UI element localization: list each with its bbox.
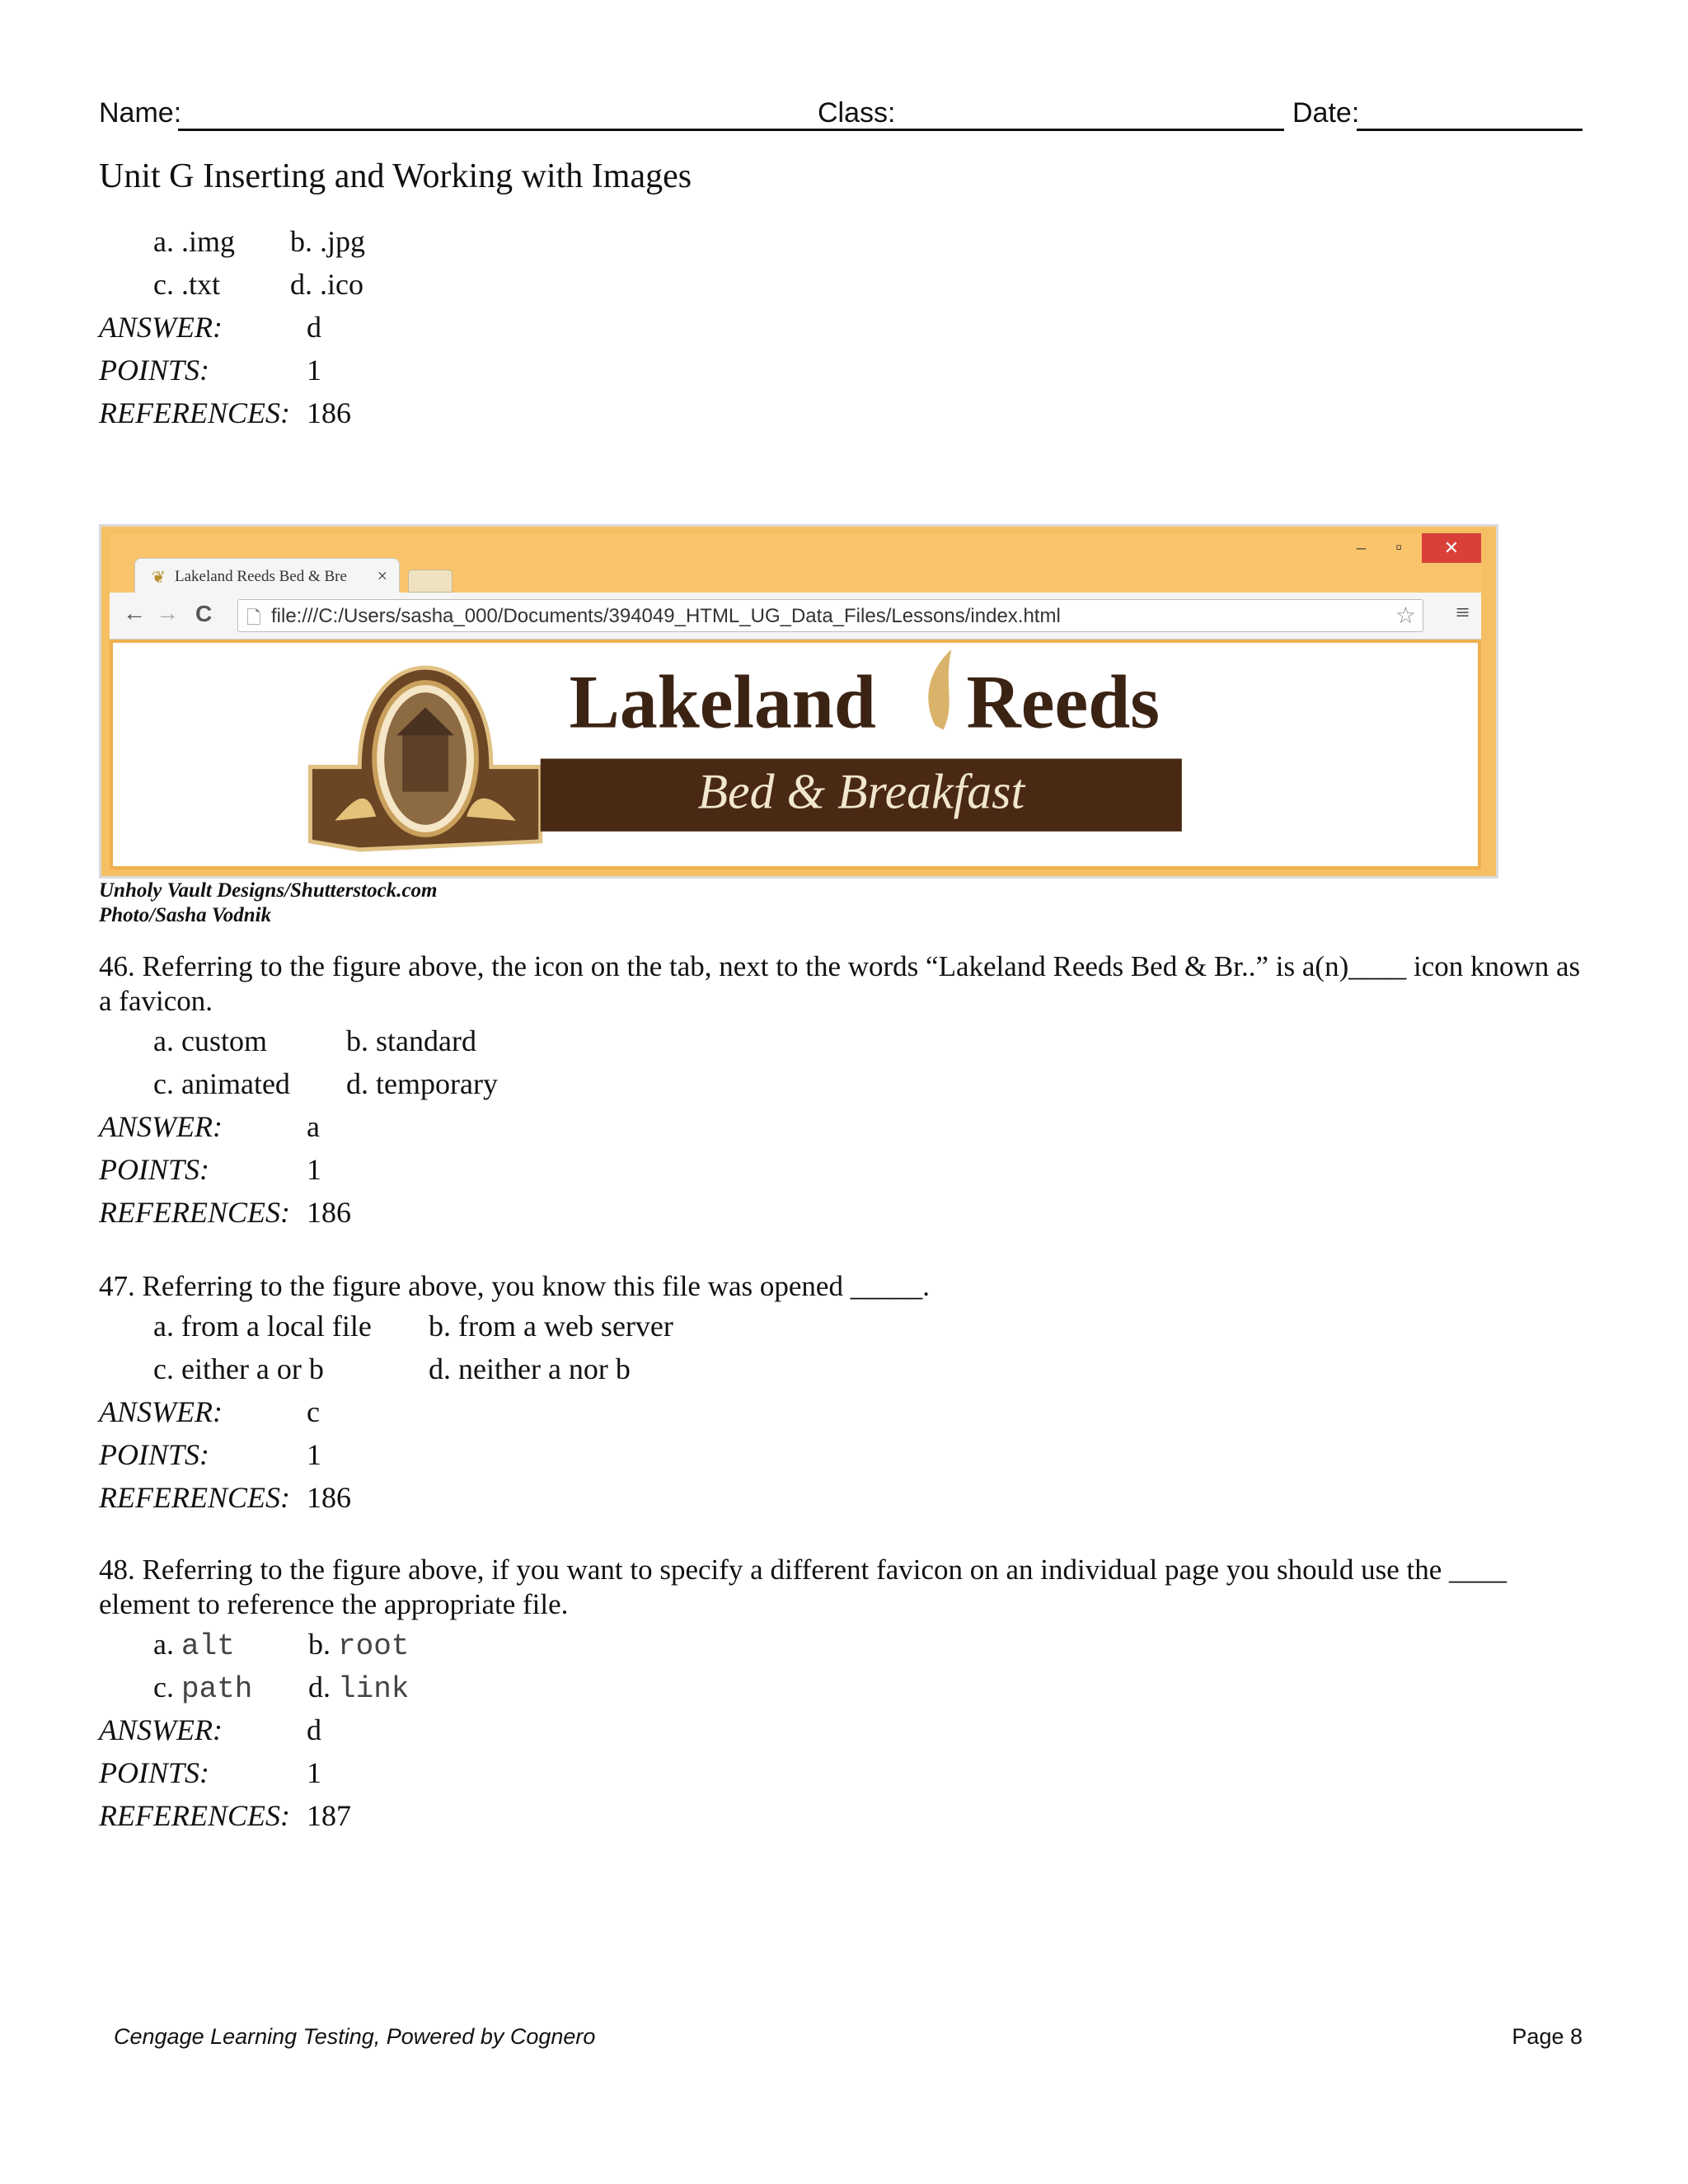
q46-references-label: REFERENCES: xyxy=(99,1196,290,1229)
page-number: Page 8 xyxy=(1512,2024,1582,2049)
lakeland-reeds-logo xyxy=(113,643,1478,866)
q46-answer-label: ANSWER: xyxy=(99,1110,223,1143)
window-close-icon: ✕ xyxy=(1422,533,1481,563)
date-blank xyxy=(1357,129,1582,131)
q47-points: 1 xyxy=(307,1438,321,1471)
q46-points-label: POINTS: xyxy=(99,1153,209,1186)
q45-references-label: REFERENCES: xyxy=(99,396,290,429)
q46-option-d: d. temporary xyxy=(346,1067,498,1100)
back-icon: ← xyxy=(123,601,146,626)
q48-references: 187 xyxy=(307,1799,351,1832)
q46-answer: a xyxy=(307,1110,320,1143)
unit-title: Unit G Inserting and Working with Images xyxy=(99,157,692,195)
q47-option-c: c. either a or b xyxy=(153,1352,324,1385)
q47-text: 47. Referring to the figure above, you know this file was opened _____. xyxy=(99,1270,930,1302)
address-bar xyxy=(237,599,1423,632)
date-label: Date: xyxy=(1292,97,1360,129)
q47-option-d: d. neither a nor b xyxy=(429,1352,631,1385)
logo-name-reeds: Reeds xyxy=(966,659,1160,744)
class-label: Class: xyxy=(818,97,896,129)
q45-answer: d xyxy=(307,311,321,344)
q45-option-c: c. .txt xyxy=(153,268,220,301)
q46-option-b: b. standard xyxy=(346,1024,476,1057)
browser-window xyxy=(110,533,1481,869)
page-content xyxy=(110,640,1481,869)
name-label: Name: xyxy=(99,97,182,129)
q47-answer: c xyxy=(307,1395,320,1428)
menu-icon: ≡ xyxy=(1456,599,1470,626)
q45-option-a: a. .img xyxy=(153,225,235,258)
q46-text: 46. Referring to the figure above, the icon on the tab, next to the words “Lakeland Reeds Bed & Br..” is a(n)____ icon known as a favicon. xyxy=(99,950,1581,1017)
q45-answer-label: ANSWER: xyxy=(99,311,223,344)
q48-option-b: b. root xyxy=(308,1628,410,1663)
maximize-icon: ▫ xyxy=(1395,537,1402,557)
student-info-header xyxy=(99,97,1582,135)
browser-tab xyxy=(134,558,400,593)
q48-points-label: POINTS: xyxy=(99,1756,209,1789)
q48-references-label: REFERENCES: xyxy=(99,1799,290,1832)
q47-references-label: REFERENCES: xyxy=(99,1481,290,1514)
bookmark-star-icon: ☆ xyxy=(1395,602,1416,628)
q48-option-a: a. alt xyxy=(153,1628,235,1663)
q46-points: 1 xyxy=(307,1153,321,1186)
q45-option-b: b. .jpg xyxy=(290,225,366,258)
forward-icon: → xyxy=(156,601,179,626)
q45-option-d: d. .ico xyxy=(290,268,363,301)
q45-points-label: POINTS: xyxy=(99,354,209,387)
q45-points: 1 xyxy=(307,354,321,387)
page-icon: 🗋 xyxy=(246,607,261,628)
figure-credit-line-1: Unholy Vault Designs/Shutterstock.com xyxy=(99,879,438,902)
new-tab-button xyxy=(408,569,452,593)
figure-credit-line-2: Photo/Sasha Vodnik xyxy=(99,904,272,926)
q46-references: 186 xyxy=(307,1196,351,1229)
favicon-icon: ❦ xyxy=(152,569,166,587)
footer-credit: Cengage Learning Testing, Powered by Cognero xyxy=(114,2024,596,2049)
browser-toolbar xyxy=(110,593,1481,640)
q47-answer-label: ANSWER: xyxy=(99,1395,223,1428)
q47-option-a: a. from a local file xyxy=(153,1310,372,1343)
class-blank xyxy=(890,129,1284,131)
q48-answer-label: ANSWER: xyxy=(99,1713,223,1746)
name-blank xyxy=(178,129,907,131)
q48-points: 1 xyxy=(307,1756,321,1789)
tab-title: Lakeland Reeds Bed & Bre xyxy=(175,568,347,585)
q45-references: 186 xyxy=(307,396,351,429)
browser-screenshot-figure xyxy=(99,524,1498,879)
q47-references: 186 xyxy=(307,1481,351,1514)
address-url: file:///C:/Users/sasha_000/Documents/394049_HTML_UG_Data_Files/Lessons/index.html xyxy=(271,605,1061,627)
minimize-icon: – xyxy=(1357,537,1366,557)
q47-option-b: b. from a web server xyxy=(429,1310,673,1343)
q46-option-a: a. custom xyxy=(153,1024,267,1057)
q48-text: 48. Referring to the figure above, if you want to specify a different favicon on an individual page you should use the ____ element to reference the appropriate file. xyxy=(99,1554,1507,1620)
q48-answer: d xyxy=(307,1713,321,1746)
q48-option-d: d. link xyxy=(308,1671,410,1706)
tab-close-icon: × xyxy=(377,565,387,586)
q48-option-c: c. path xyxy=(153,1671,253,1706)
logo-tagline: Bed & Breakfast xyxy=(697,764,1025,819)
logo-name-lakeland: Lakeland xyxy=(569,659,876,744)
q47-points-label: POINTS: xyxy=(99,1438,209,1471)
reload-icon: C xyxy=(195,601,213,626)
q46-option-c: c. animated xyxy=(153,1067,290,1100)
